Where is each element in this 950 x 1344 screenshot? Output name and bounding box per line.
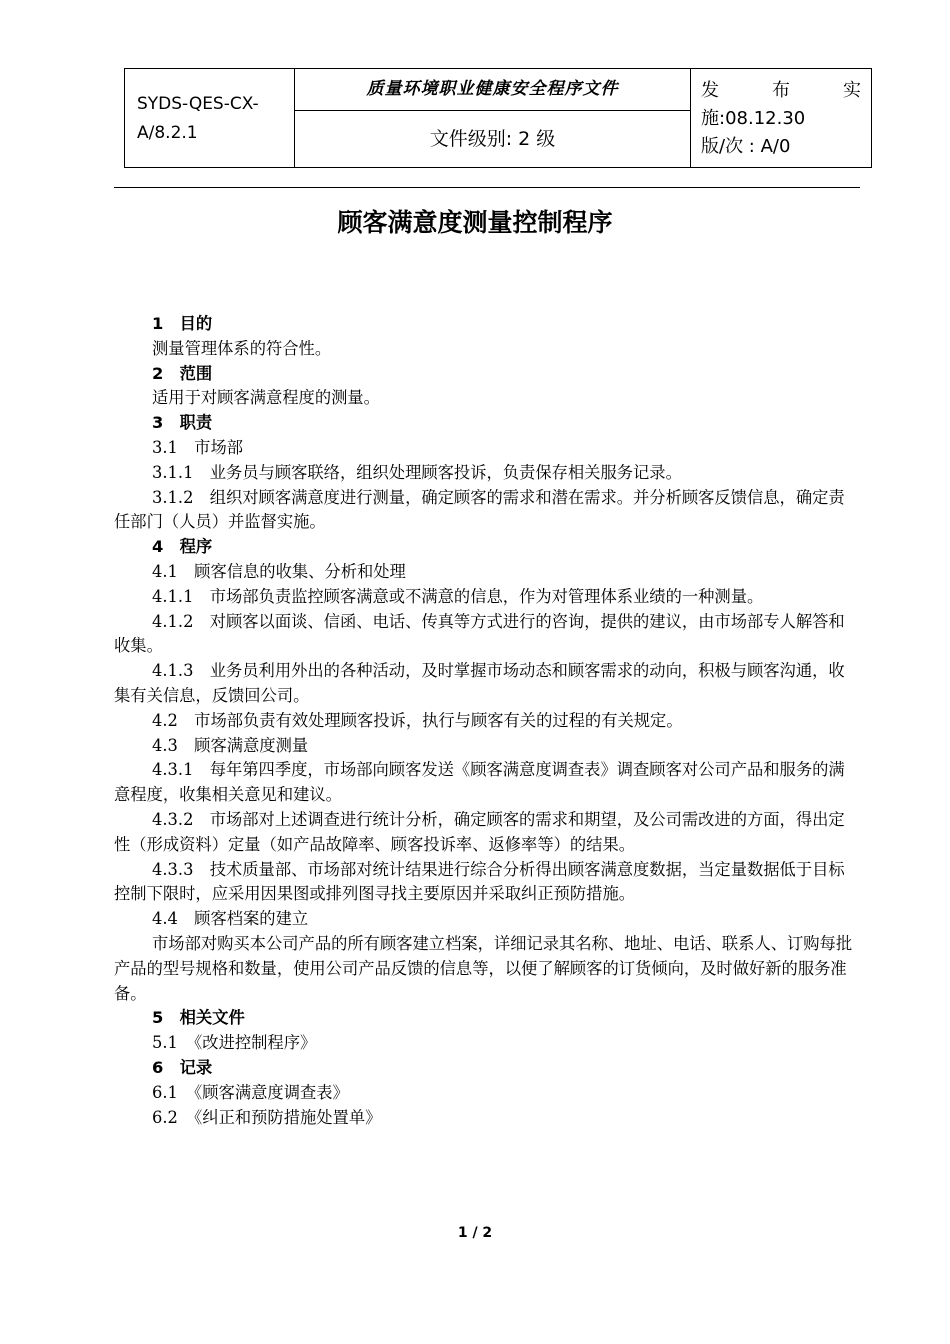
section-heading: 6 记录 <box>152 1057 213 1077</box>
paragraph: 适用于对顾客满意程度的测量。 <box>152 388 380 408</box>
doc-type-cell <box>295 69 691 167</box>
release-char: 实 <box>843 80 861 101</box>
section-heading: 2 范围 <box>152 363 213 383</box>
version: 版/次 : A/0 <box>701 136 791 157</box>
paragraph: 4.3.1 每年第四季度，市场部向顾客发送《顾客满意度调查表》调查顾客对公司产品和服务的满意程度，收集相关意见和建议。 <box>114 760 845 805</box>
release-date: 施:08.12.30 <box>701 108 806 129</box>
paragraph: 4.3.3 技术质量部、市场部对统计结果进行综合分析得出顾客满意度数据，当定量数据低于目标控制下限时，应采用因果图或排列图寻找主要原因并采取纠正预防措施。 <box>114 859 845 904</box>
header-rule <box>114 187 860 188</box>
document-body <box>114 312 854 1130</box>
release-label <box>701 77 861 105</box>
section-heading: 1 目的 <box>152 314 213 333</box>
paragraph: 4.3 顾客满意度测量 <box>152 735 309 755</box>
paragraph: 测量管理体系的符合性。 <box>152 338 332 358</box>
page-number: 1 / 2 <box>457 1225 493 1241</box>
section-heading: 5 相关文件 <box>152 1008 245 1028</box>
doc-code: SYDS-QES-CX-A/8.2.1 <box>125 69 295 167</box>
paragraph: 4.1.2 对顾客以面谈、信函、电话、传真等方式进行的咨询，提供的建议，由市场部专人解答和收集。 <box>114 611 845 656</box>
paragraph: 3.1.1 业务员与顾客联络，组织处理顾客投诉，负责保存相关服务记录。 <box>152 462 682 482</box>
paragraph: 4.2 市场部负责有效处理顾客投诉，执行与顾客有关的过程的有关规定。 <box>152 710 683 730</box>
release-char: 布 <box>772 80 790 101</box>
paragraph: 4.3.2 市场部对上述调查进行统计分析，确定顾客的需求和期望，及公司需改进的方面，得出定性（形成资料）定量（如产品故障率、顾客投诉率、返修率等）的结果。 <box>114 809 845 854</box>
page-title: 顾客满意度测量控制程序 <box>337 208 613 237</box>
paragraph: 6.1 《顾客满意度调查表》 <box>152 1082 349 1102</box>
paragraph: 3.1 市场部 <box>152 437 244 457</box>
paragraph: 4.1.1 市场部负责监控顾客满意或不满意的信息，作为对管理体系业绩的一种测量。 <box>152 586 764 606</box>
paragraph: 4.1.3 业务员利用外出的各种活动，及时掌握市场动态和顾客需求的动向，积极与顾客沟通，收集有关信息，反馈回公司。 <box>114 661 845 705</box>
header-table <box>124 68 872 168</box>
doc-type: 质量环境职业健康安全程序文件 <box>295 69 690 111</box>
doc-level: 文件级别: 2 级 <box>429 128 556 150</box>
section-heading: 4 程序 <box>152 537 213 557</box>
release-cell <box>691 69 871 167</box>
release-char: 发 <box>701 80 719 101</box>
section-heading: 3 职责 <box>152 413 213 433</box>
paragraph: 3.1.2 组织对顾客满意度进行测量，确定顾客的需求和潜在需求。并分析顾客反馈信息，确定责任部门（人员）并监督实施。 <box>114 487 845 532</box>
paragraph: 市场部对购买本公司产品的所有顾客建立档案，详细记录其名称、地址、电话、联系人、订购每批产品的型号规格和数量，使用公司产品反馈的信息等，以便了解顾客的订货倾向，及时做好新的服务准备。 <box>114 933 853 1003</box>
paragraph: 5.1 《改进控制程序》 <box>152 1033 317 1053</box>
paragraph: 4.1 顾客信息的收集、分析和处理 <box>152 561 406 581</box>
paragraph: 4.4 顾客档案的建立 <box>152 909 309 929</box>
paragraph: 6.2 《纠正和预防措施处置单》 <box>152 1107 382 1127</box>
